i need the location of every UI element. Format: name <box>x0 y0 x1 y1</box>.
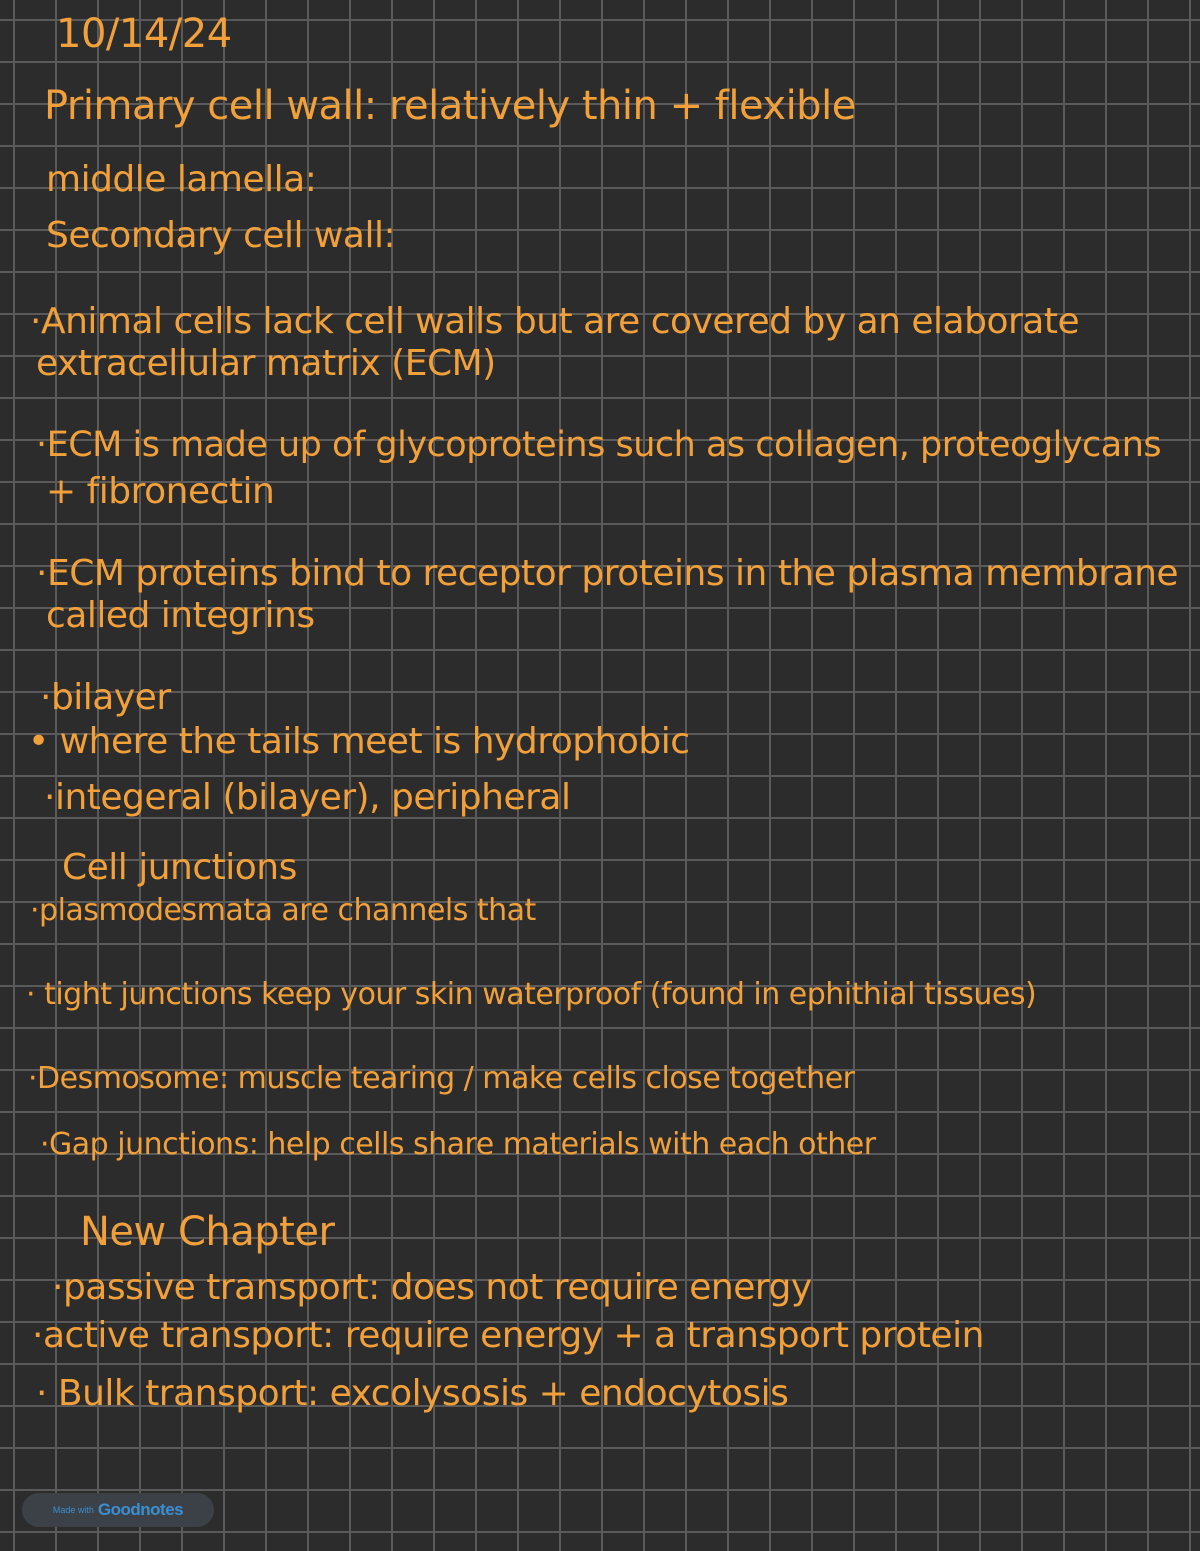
note-line: ·ECM is made up of glycoproteins such as collagen, proteoglycans <box>36 425 1162 465</box>
note-line: · tight junctions keep your skin waterproof (found in ephithial tissues) <box>26 977 1037 1012</box>
goodnotes-badge <box>22 1493 214 1527</box>
note-line: ·passive transport: does not require energy <box>52 1267 812 1308</box>
note-line: ·Gap junctions: help cells share materials with each other <box>40 1127 876 1162</box>
note-line: middle lamella: <box>46 159 317 200</box>
note-line: ·Animal cells lack cell walls but are covered by an elaborate <box>30 301 1080 342</box>
note-chapter-heading: New Chapter <box>80 1209 335 1255</box>
note-section-heading: Cell junctions <box>62 847 297 888</box>
note-line: called integrins <box>46 595 315 636</box>
note-line: extracellular matrix (ECM) <box>36 343 496 384</box>
note-line: ·bilayer <box>40 677 171 718</box>
badge-brand: Goodnotes <box>97 1500 184 1519</box>
note-line: + fibronectin <box>46 471 275 512</box>
note-line: ·plasmodesmata are channels that <box>30 893 536 928</box>
badge-prefix: Made with <box>52 1505 94 1515</box>
note-line: · Bulk transport: excolysosis + endocytosis <box>36 1373 789 1414</box>
note-line: ·ECM proteins bind to receptor proteins in the plasma membrane <box>36 553 1179 594</box>
note-line: Primary cell wall: relatively thin + flexible <box>44 83 856 129</box>
note-line: ·active transport: require energy + a transport protein <box>32 1315 984 1356</box>
note-line: Secondary cell wall: <box>46 215 396 256</box>
note-line: ·Desmosome: muscle tearing / make cells close together <box>28 1061 855 1096</box>
note-line: • where the tails meet is hydrophobic <box>28 721 690 762</box>
note-date: 10/14/24 <box>56 11 232 57</box>
note-line: ·integeral (bilayer), peripheral <box>44 777 571 818</box>
